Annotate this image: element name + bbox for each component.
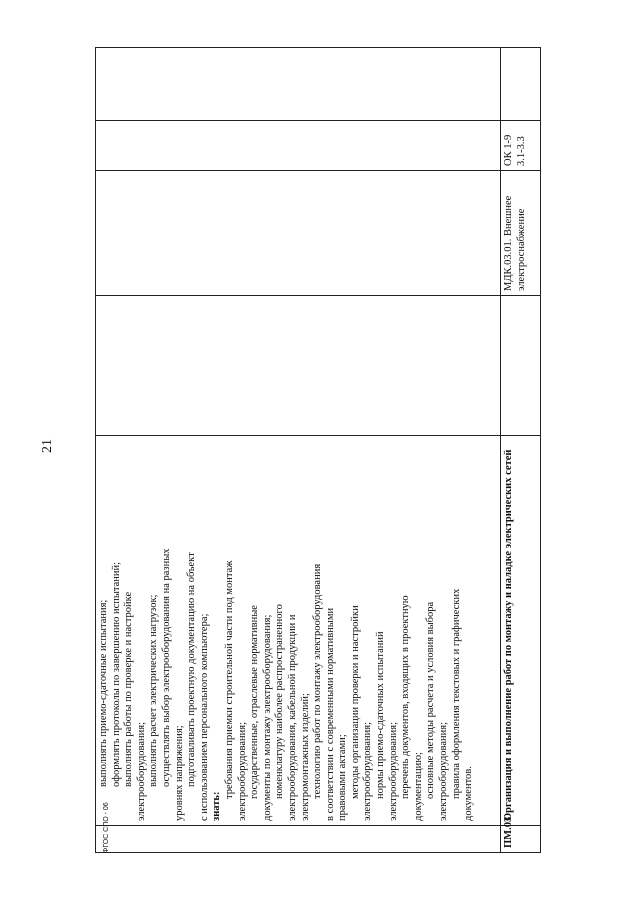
continuation-row <box>96 48 501 853</box>
knowledge-line: перечень документов, входящих в проектную <box>400 595 412 799</box>
skill-line: с использованием персонального компьютера; <box>198 613 210 821</box>
knowledge-line: электрооборудования, кабельной продукции и <box>286 614 298 821</box>
skill-line: уровнях напряжения; <box>173 725 185 821</box>
skills-knowledge-cell <box>96 436 501 826</box>
knowledge-line: документацию; <box>412 752 424 821</box>
hours-cell-empty <box>96 296 501 436</box>
knowledge-line: государственные, отраслевые нормативные <box>249 605 261 799</box>
knowledge-line: электрооборудования; <box>362 722 374 821</box>
ok-cell-empty <box>96 121 501 171</box>
knowledge-line: основные методы расчета и условия выбора <box>425 601 437 799</box>
knowledge-line: методы организации проверки и настройки <box>349 605 361 799</box>
knowledge-line: электрооборудования; <box>236 722 248 821</box>
standard-table-rotated <box>95 48 540 853</box>
pm-extra-cell-empty <box>501 48 541 121</box>
knowledge-line: номенклатуру наиболее распространенного <box>274 604 286 799</box>
mdk-name: МДК.03.01. Внешнее электроснабжение <box>501 171 541 296</box>
knowledge-line: документы по монтажу электрооборудования; <box>261 614 273 821</box>
mdk-cell-empty <box>96 171 501 296</box>
knowledge-line: правила оформления текстовых и графических <box>450 588 462 799</box>
pm-hours-cell-empty <box>501 296 541 436</box>
footer-text: ФГОС СПО - 06 <box>103 802 110 853</box>
skill-line: электрооборудования; <box>135 722 147 821</box>
knowledge-line: нормы приемо-сдаточных испытаний <box>375 631 387 799</box>
knowledge-line: технологию работ по монтажу электрооборудования <box>312 563 324 799</box>
knowledge-line: в соответствии с современными нормативными <box>324 607 336 821</box>
skill-line: оформлять протоколы по завершению испытаний; <box>110 561 122 787</box>
know-label: знать: <box>211 791 223 821</box>
skill-line: подготавливать проектную документацию на объект <box>186 552 198 787</box>
knowledge-line: электрооборудования; <box>438 722 450 821</box>
page-number: 21 <box>40 439 55 453</box>
knowledge-line: документов. <box>463 766 475 821</box>
knowledge-line: электрооборудования; <box>387 722 399 821</box>
pm-title: Организация и выполнение работ по монтажу и наладке электрических сетей <box>501 436 541 826</box>
extra-cell-empty <box>96 48 501 121</box>
ok-codes: ОК 1-9 3.1-3.3 <box>501 121 541 171</box>
pm-code: ПМ.03 <box>501 826 541 853</box>
knowledge-line: требования приемки строительной части под монтаж <box>223 560 235 799</box>
pm-row <box>501 48 541 853</box>
code-cell-empty <box>96 826 501 853</box>
skill-line: осуществлять выбор электрооборудования на разных <box>160 548 172 787</box>
knowledge-line: электромонтажных изделий; <box>299 693 311 821</box>
competency-table <box>95 47 541 853</box>
skill-line: выполнять работы по проверке и настройке <box>123 591 135 787</box>
skill-line: выполнять приемо-сдаточные испытания; <box>98 599 109 787</box>
knowledge-line: правовыми актами; <box>337 734 349 821</box>
skill-line: выполнять расчет электрических нагрузок; <box>148 594 160 787</box>
